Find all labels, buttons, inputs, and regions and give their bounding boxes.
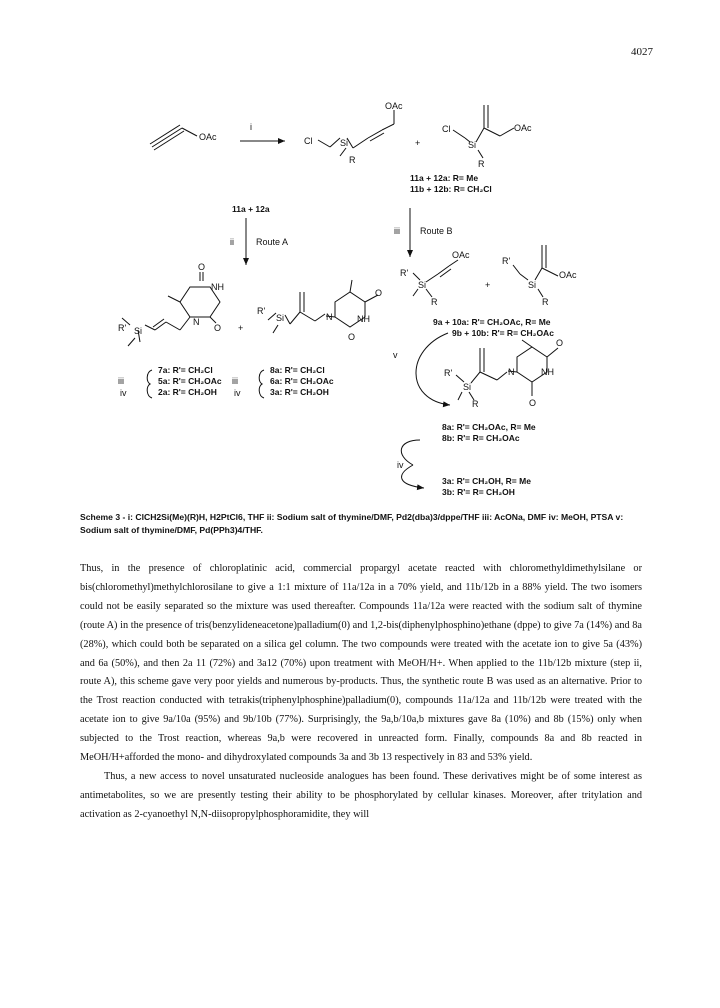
r-label: R: [349, 155, 356, 165]
plus-sign: +: [485, 280, 491, 290]
r-label: R: [472, 399, 479, 409]
label-2a: 2a: R'= CH₂OH: [158, 387, 217, 397]
label-8b: 8b: R'= R= CH₂OAc: [442, 433, 520, 443]
o-label: O: [556, 338, 564, 348]
cl-label: Cl: [304, 136, 313, 146]
reagent-i: i: [250, 122, 252, 132]
si-label: Si: [276, 313, 285, 323]
n-label: N: [508, 367, 515, 377]
si-label: Si: [418, 280, 427, 290]
si-label: Si: [463, 382, 472, 392]
scheme-caption: Scheme 3 - i: ClCH2Si(Me)(R)H, H2PtCl6, THF ii: Sodium salt of thymine/DMF, Pd2(dba)3/dppe/THF iii: AcONa, DMF iv: MeOH, PTSA v: Sodium salt of thymine/DMF, Pd(PPh3)4/THF.: [80, 512, 624, 535]
o-label: O: [198, 262, 206, 272]
plus-sign: +: [238, 323, 244, 333]
o-label: O: [529, 398, 537, 408]
label-9b10b: 9b + 10b: R'= R= CH₂OAc: [452, 328, 554, 338]
oac-label: OAc: [385, 101, 403, 111]
label-11b12b: 11b + 12b: R= CH₂Cl: [410, 184, 492, 194]
reagent-iii: iii: [394, 226, 400, 236]
r-label: R: [431, 297, 438, 307]
o-label: O: [348, 332, 356, 342]
r-label: R: [478, 159, 485, 169]
reagent-iv: iv: [234, 388, 241, 398]
rprime-label: R': [400, 268, 409, 278]
si-label: Si: [340, 138, 349, 148]
reagent-iv: iv: [120, 388, 127, 398]
o-label: O: [375, 288, 383, 298]
label-3b: 3b: R'= R= CH₂OH: [442, 487, 515, 497]
nh-label: NH: [211, 282, 224, 292]
reagent-iii: iii: [232, 376, 238, 386]
rprime-label: R': [502, 256, 511, 266]
reaction-scheme: [0, 0, 720, 500]
r-label: R: [542, 297, 549, 307]
body-text: [80, 560, 642, 825]
paragraph: Thus, in the presence of chloroplatinic acid, commercial propargyl acetate reacted with chloromethyldimethylsilane or bis(chloromethyl)methylchlorosilane to give a 1:1 mixture of 11a/12a in a 70% yield, and 11b/12b in a 88% yield. The two isomers could not be easily separated so the mixture was used thereafter. Compounds 11a/12a were reacted with the sodium salt of thymine (route A) in the presence of tris(benzylideneacetone)palladium(0) and 1,2-bis(diphenylphosphino)ethane (dppe) to give 7a (14%) and 8a (28%), which could both be separated on a silica gel column. The two compounds were treated with the acetate ion to give 5a (43%) and 6a (50%), and then 2a 11 (72%) and 3a12 (70%) upon treatment with MeOH/H+. When applied to the 11b/12b mixture (step ii, route A), this scheme gave very poor yields and numerous by-products. Thus, the synthetic route B was used as an alternative. Prior to the Trost reaction conducted with tetrakis(triphenylphosphine)palladium(0), compounds 11a/12a and 11b/12b were treated with the acetate ion to give 9a/10a (95%) and 9b/10b (77%). Surprisingly, the 9a,b/10a,b mixtures gave 8a (10%) and 8b (15%) only when subjected to the Trost reaction, whereas 9a,b were recovered in unreacted form. Finally, compounds 8a and 8b reacted in MeOH/H+afforded the mono- and dihydroxylated compounds 3a and 3b 13 respectively in 83 and 53% yield.: [80, 563, 642, 764]
oac-label: OAc: [199, 132, 217, 142]
label-9a10a: 9a + 10a: R'= CH₂OAc, R= Me: [433, 317, 551, 327]
label-7a: 7a: R'= CH₂Cl: [158, 365, 213, 375]
oac-label: OAc: [452, 250, 470, 260]
rprime-label: R': [444, 368, 453, 378]
label-5a: 5a: R'= CH₂OAc: [158, 376, 222, 386]
nh-label: NH: [541, 367, 554, 377]
o-label: O: [214, 323, 222, 333]
oac-label: OAc: [559, 270, 577, 280]
label-3a-left: 3a: R'= CH₂OH: [270, 387, 329, 397]
label-11a12a-mix: 11a + 12a: [232, 204, 270, 214]
route-b-label: Route B: [420, 226, 453, 236]
n-label: N: [326, 312, 333, 322]
oac-label: OAc: [514, 123, 532, 133]
reagent-ii: ii: [230, 237, 234, 247]
rprime-label: R': [257, 306, 266, 316]
label-11a12a: 11a + 12a: R= Me: [410, 173, 479, 183]
route-a-label: Route A: [256, 237, 289, 247]
reagent-v: v: [393, 350, 398, 360]
si-label: Si: [528, 280, 537, 290]
n-label: N: [193, 317, 200, 327]
page-number: 4027: [631, 46, 653, 58]
paragraph: Thus, a new access to novel unsaturated nucleoside analogues has been found. These derivatives might be of some interest as antimetabolites, so we are presently testing their ability to be phosphorylated by cellular kinases. Moreover, after tritylation and activation as 2-cyanoethyl N,N-diisopropylphosphoramidite, they will: [80, 770, 642, 820]
label-6a: 6a: R'= CH₂OAc: [270, 376, 334, 386]
label-3a: 3a: R'= CH₂OH, R= Me: [442, 476, 531, 486]
plus-sign: +: [415, 138, 421, 148]
si-label: Si: [468, 140, 477, 150]
cl-label: Cl: [442, 124, 451, 134]
reagent-iii: iii: [118, 376, 124, 386]
nh-label: NH: [357, 314, 370, 324]
label-8a: 8a: R'= CH₂OAc, R= Me: [442, 422, 536, 432]
rprime-label: R': [118, 323, 127, 333]
label-8a-left: 8a: R'= CH₂Cl: [270, 365, 325, 375]
reagent-iv: iv: [397, 460, 404, 470]
si-label: Si: [134, 326, 143, 336]
